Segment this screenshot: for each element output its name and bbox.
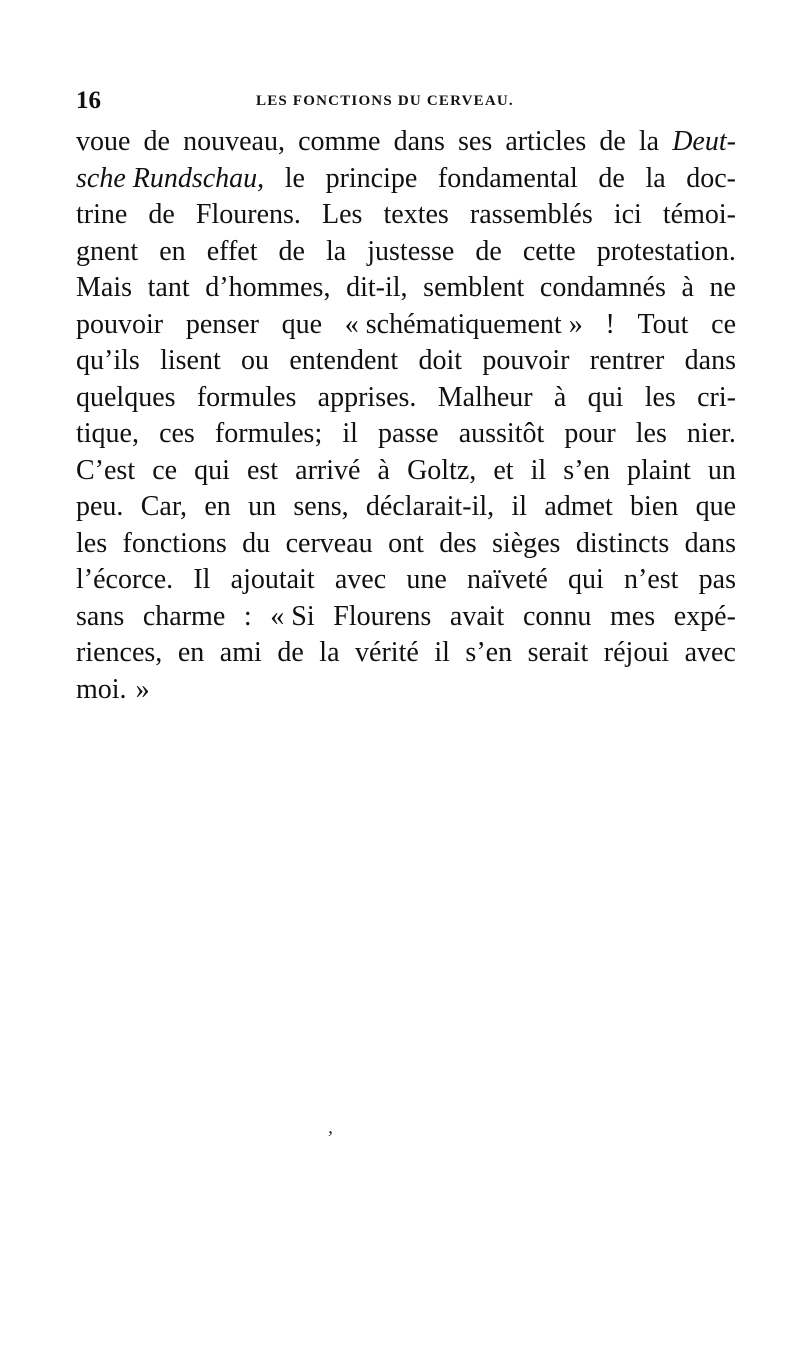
word: dans [684,345,736,376]
word: comme [298,126,381,157]
word: riences, [76,637,163,668]
word: Deut- [672,126,736,157]
text-line [76,416,736,453]
word: la [645,162,666,194]
word: de [599,126,626,157]
word: de [277,637,304,668]
word: expé- [673,600,736,632]
word: ! [605,308,615,340]
word: sièges [492,527,561,559]
word: d’hommes, [205,272,331,303]
word: fonctions [122,527,227,559]
word: et [493,454,514,486]
word: serait [527,637,589,668]
word: est [246,454,279,486]
word: passe [377,418,439,449]
word: entendent [289,345,399,376]
word: peu. [76,491,124,522]
word: ami [219,637,262,668]
word: en [204,491,231,522]
word: de [143,126,170,157]
word: mes [610,600,656,632]
word: de [475,235,502,267]
word: que [281,308,323,340]
word: une [406,564,447,595]
word: effet [206,235,258,267]
word: moi. [76,673,127,705]
word: de [148,199,175,230]
word: avec [334,564,387,595]
word: articles [505,126,587,157]
word: gnent [76,235,139,267]
word: ici [613,199,642,230]
text-line [76,635,736,672]
word: dans [684,527,736,559]
word: en [177,637,205,668]
word: à [681,272,694,303]
word: formules; [214,418,323,449]
word: la [319,637,340,668]
text-line [76,234,736,271]
word: ce [152,454,178,486]
text-line [76,197,736,234]
word: trine [76,199,128,230]
word: vérité [355,637,419,668]
word: cri- [697,381,736,413]
running-title: LES FONCTIONS DU CERVEAU. [256,93,514,109]
word: à [553,381,567,413]
word: « Si [270,600,315,632]
text-line [76,453,736,490]
word: ont [388,527,424,559]
word: Flourens. [195,199,301,230]
word: connu [522,600,592,632]
word: C’est [76,454,136,486]
text-line [76,343,736,380]
word: Goltz, [407,454,477,486]
word: de [598,162,625,194]
word: qui [587,381,624,413]
word: sche Rundschau, [76,162,265,194]
word: penser [185,308,259,340]
stray-ink-mark: , [328,1116,333,1138]
word: Malheur [437,381,533,413]
text-line [76,489,736,526]
word: charme [142,600,226,632]
word: plaint [627,454,691,486]
word: tique, [76,418,139,449]
word: pouvoir [482,345,570,376]
word: ce [711,308,736,340]
text-line [76,307,736,344]
word: quelques [76,381,176,413]
word: bien [630,491,679,522]
word: réjoui [603,637,670,668]
word: cerveau [285,527,373,559]
word: dans [393,126,445,157]
word: arrivé [295,454,361,486]
word: » [135,673,150,705]
word: Il [193,564,211,595]
word: en [159,235,186,267]
word: dit-il, [346,272,408,303]
word: cette [522,235,576,267]
word: qui [568,564,604,595]
word: principe [325,162,418,194]
word: pour [564,418,616,449]
text-line [76,380,736,417]
word: le [284,162,305,194]
word: sens, [293,491,349,522]
word: il [511,491,528,522]
word: rentrer [589,345,665,376]
word: à [377,454,390,486]
word: formules [196,381,297,413]
word: qu’ils [76,345,140,376]
word: de [278,235,305,267]
word: s’en [563,454,610,486]
word: distincts [575,527,670,559]
word: nouveau, [183,126,285,157]
text-line [76,562,736,599]
word: que [695,491,736,522]
word: justesse [367,235,455,267]
body-paragraph [76,124,736,708]
text-line [76,526,736,563]
word: ne [709,272,736,303]
word: s’en [465,637,513,668]
word: ou [241,345,270,376]
word: du [242,527,271,559]
word: il [530,454,547,486]
word: doc- [686,162,736,194]
page-number: 16 [76,87,101,114]
word: Tout [637,308,689,340]
text-line [76,270,736,307]
word: avait [449,600,505,632]
word: aussitôt [458,418,545,449]
text-line [76,161,736,198]
word: « schématiquement » [344,308,583,340]
word: qui [194,454,230,486]
word: les [76,527,108,559]
word: pouvoir [76,308,164,340]
word: ces [159,418,195,449]
word: il [342,418,358,449]
word: ajoutait [230,564,315,595]
word: des [439,527,477,559]
word: textes [383,199,449,230]
word: lisent [160,345,221,376]
running-head [76,86,736,116]
word: semblent [423,272,525,303]
word: sans [76,600,125,632]
word: ses [458,126,493,157]
word: pas [698,564,736,595]
word: déclarait-il, [365,491,495,522]
word: doit [418,345,463,376]
word: les [644,381,676,413]
text-line [76,124,736,161]
word: apprises. [317,381,417,413]
word: nier. [686,418,736,449]
word: condamnés [539,272,666,303]
word: la [638,126,660,157]
word: protestation. [596,235,736,267]
word: un [248,491,277,522]
text-line [76,599,736,636]
text-line [76,672,736,709]
word: il [434,637,450,668]
word: rassemblés [469,199,593,230]
word: fondamental [437,162,578,194]
word: un [707,454,736,486]
word: naïveté [466,564,548,595]
word: Car, [140,491,188,522]
word: les [635,418,667,449]
word: n’est [624,564,679,595]
word: avec [684,637,736,668]
word: témoi- [662,199,736,230]
word: Mais [76,272,132,303]
word: tant [147,272,190,303]
word: Flourens [333,600,432,632]
word: : [243,600,252,632]
word: admet [544,491,613,522]
word: la [326,235,347,267]
word: l’écorce. [76,564,174,595]
word: voue [76,126,131,157]
word: Les [321,199,363,230]
